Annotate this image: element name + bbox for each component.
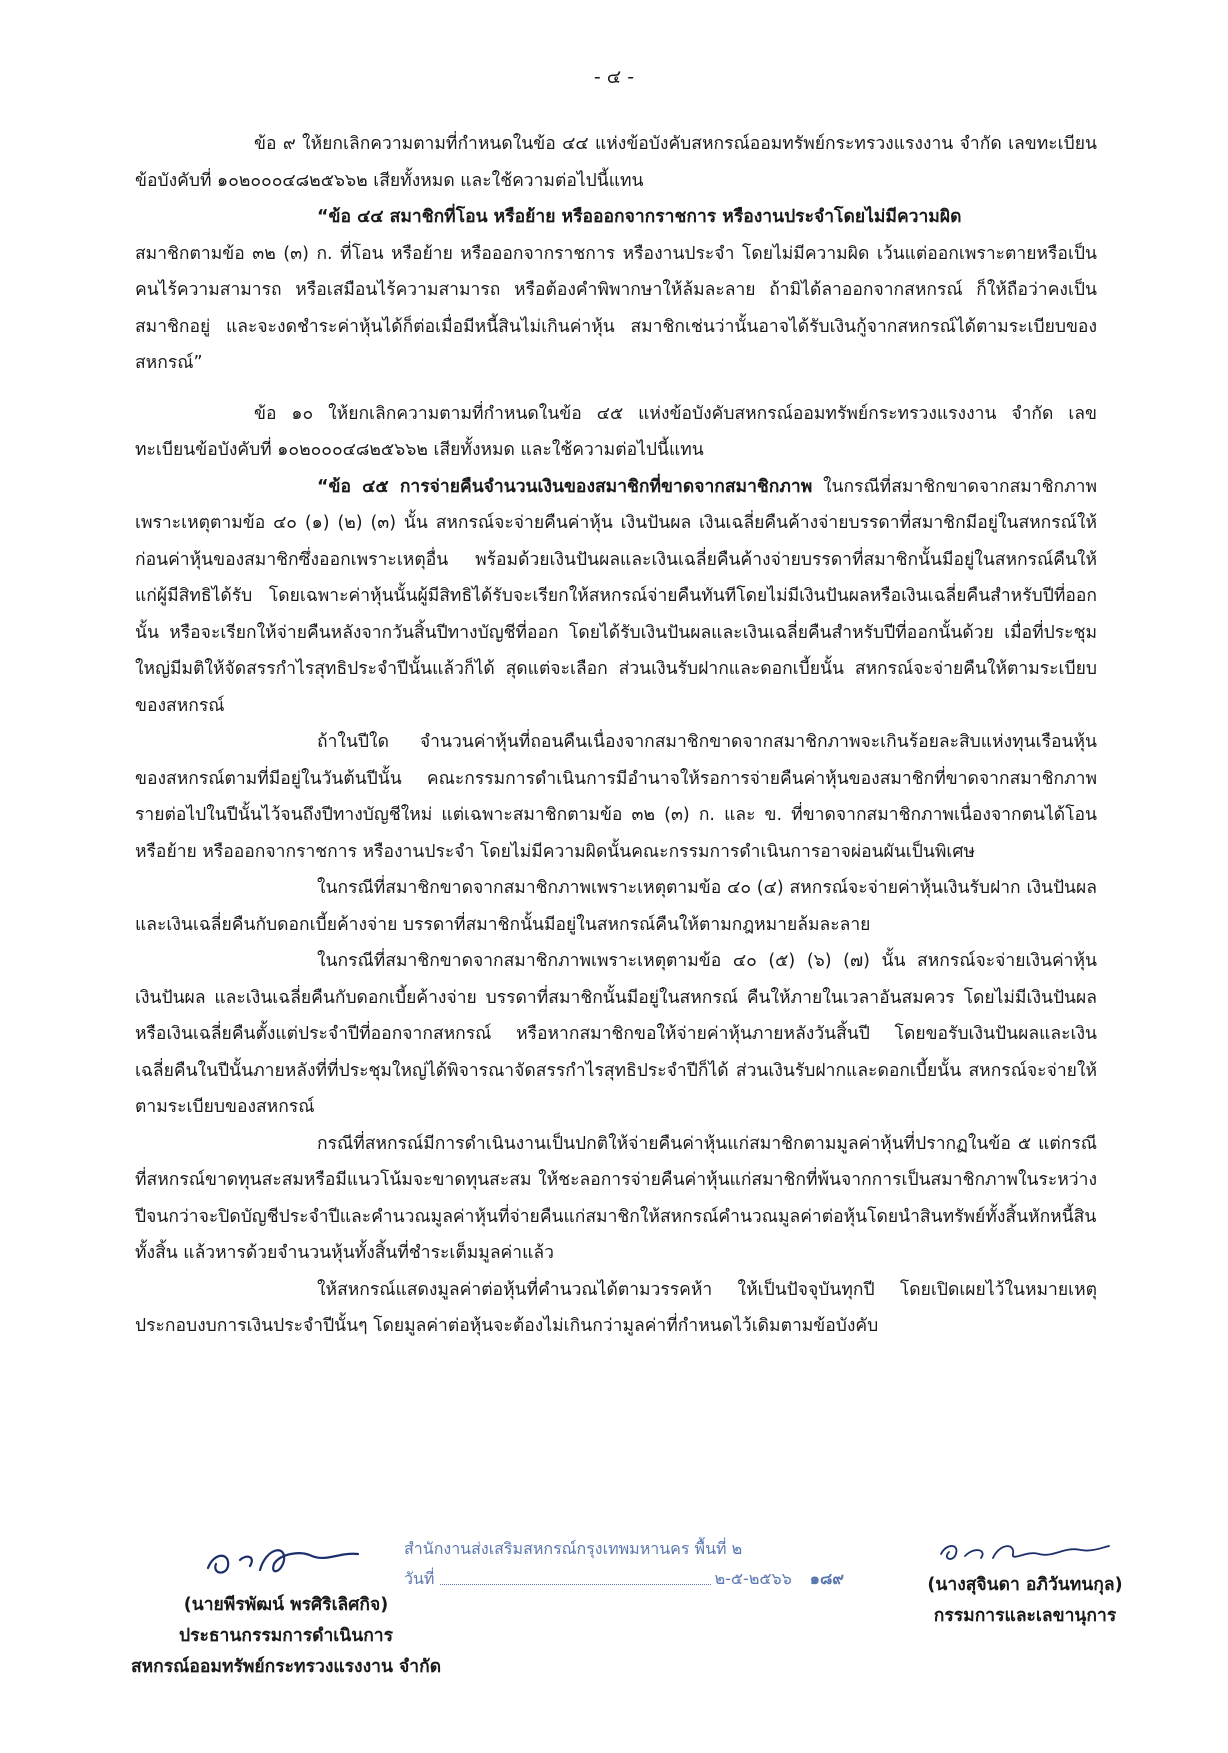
left-signatory <box>128 1590 444 1683</box>
stamp-date-label: วันที่ <box>404 1569 435 1588</box>
clause-45-paragraph-4: ในกรณีที่สมาชิกขาดจากสมาชิกภาพเพราะเหตุตามข้อ ๔๐ (๕) (๖) (๗) นั้น สหกรณ์จะจ่ายเงินค่าหุ้น เงินปันผล และเงินเฉลี่ยคืนกับดอกเบี้ยค้างจ่าย บรรดาที่สมาชิกนั้นมีอยู่ในสหกรณ์ คืนให้ภายในเวลาอันสมควร โดยไม่มีเงินปันผลหรือเงินเฉลี่ยคืนตั้งแต่ประจำปีที่ออกจากสหกรณ์ หรือหากสมาชิกขอให้จ่ายค่าหุ้นภายหลังวันสิ้นปี โดยขอรับเงินปันผลและเงินเฉลี่ยคืนในปีนั้นภายหลังที่ที่ประชุมใหญ่ได้พิจารณาจัดสรรกำไรสุทธิประจำปีก็ได้ ส่วนเงินรับฝากและดอกเบี้ยนั้น สหกรณ์จะจ่ายให้ตามระเบียบของสหกรณ์ <box>135 951 1097 1117</box>
clause-45-paragraph-3: ในกรณีที่สมาชิกขาดจากสมาชิกภาพเพราะเหตุตามข้อ ๔๐ (๔) สหกรณ์จะจ่ายค่าหุ้นเงินรับฝาก เงินปันผลและเงินเฉลี่ยคืนกับดอกเบี้ยค้างจ่าย บรรดาที่สมาชิกนั้นมีอยู่ในสหกรณ์คืนให้ตามกฎหมายล้มละลาย <box>135 878 1097 935</box>
clause-10-paragraph: ข้อ ๑๐ ให้ยกเลิกความตามที่กำหนดในข้อ ๔๕ แห่งข้อบังคับสหกรณ์ออมทรัพย์กระทรวงแรงงาน จำกัด เลขทะเบียนข้อบังคับที่ ๑๐๒๐๐๐๔๘๒๕๖๖๒ เสียทั้งหมด และใช้ความต่อไปนี้แทน <box>135 403 1097 460</box>
left-signatory-title: ประธานกรรมการดำเนินการ <box>178 1626 394 1646</box>
stamp-date: ๒-๕-๒๕๖๖ <box>714 1569 792 1588</box>
stamp-office-name: สำนักงานส่งเสริมสหกรณ์กรุงเทพมหานคร พื้นที่ ๒ <box>404 1539 743 1558</box>
signature-footer <box>0 1530 1228 1740</box>
right-signatory-name: (นางสุจินดา อภิวันทนกุล) <box>927 1575 1123 1595</box>
clause-45-heading: “ข้อ ๔๕ การจ่ายคืนจำนวนเงินของสมาชิกที่ขาดจากสมาชิกภาพ <box>317 476 813 497</box>
clause-45-paragraph-6: ให้สหกรณ์แสดงมูลค่าต่อหุ้นที่คำนวณได้ตามวรรคห้า ให้เป็นปัจจุบันทุกปี โดยเปิดเผยไว้ในหมายเหตุประกอบงบการเงินประจำปีนั้นๆ โดยมูลค่าต่อหุ้นจะต้องไม่เกินกว่ามูลค่าที่กำหนดไว้เดิมตามข้อบังคับ <box>135 1279 1097 1336</box>
clause-44-body: สมาชิกตามข้อ ๓๒ (๓) ก. ที่โอน หรือย้าย หรือออกจากราชการ หรืองานประจำ โดยไม่มีความผิด เว้นแต่ออกเพราะตายหรือเป็นคนไร้ความสามารถ หรือเสมือนไร้ความสามารถ หรือต้องคำพิพากษาให้ล้มละลาย ถ้ามิได้ลาออกจากสหกรณ์ ก็ให้ถือว่าคงเป็นสมาชิกอยู่ และจะงดชำระค่าหุ้นได้ก็ต่อเมื่อมีหนี้สินไม่เกินค่าหุ้น สมาชิกเช่นว่านั้นอาจได้รับเงินกู้จากสหกรณ์ได้ตามระเบียบของสหกรณ์” <box>135 243 1097 373</box>
right-signatory-title: กรรมการและเลขานุการ <box>933 1606 1117 1626</box>
stamp-office-line <box>404 1534 844 1564</box>
office-received-stamp <box>404 1534 844 1594</box>
document-body <box>135 126 1097 1345</box>
right-signatory <box>905 1570 1145 1632</box>
clause-44-heading: “ข้อ ๔๔ สมาชิกที่โอน หรือย้าย หรือออกจากราชการ หรืองานประจำโดยไม่มีความผิด <box>317 207 962 227</box>
clause-45-body: ในกรณีที่สมาชิกขาดจากสมาชิกภาพเพราะเหตุตามข้อ ๔๐ (๑) (๒) (๓) นั้น สหกรณ์จะจ่ายคืนค่าหุ้น เงินปันผล เงินเฉลี่ยคืนค้างจ่ายบรรดาที่สมาชิกมีอยู่ในสหกรณ์ให้ก่อนค่าหุ้นของสมาชิกซึ่งออกเพราะเหตุอื่น พร้อมด้วยเงินปันผลและเงินเฉลี่ยคืนค้างจ่ายบรรดาที่สมาชิกนั้นมีอยู่ในสหกรณ์คืนให้แก่ผู้มีสิทธิได้รับ โดยเฉพาะค่าหุ้นนั้นผู้มีสิทธิได้รับจะเรียกให้สหกรณ์จ่ายคืนทันทีโดยไม่มีเงินปันผลหรือเงินเฉลี่ยคืนสำหรับปีที่ออกนั้น หรือจะเรียกให้จ่ายคืนหลังจากวันสิ้นปีทางบัญชีที่ออก โดยได้รับเงินปันผลและเงินเฉลี่ยคืนสำหรับปีที่ออกนั้นด้วย เมื่อที่ประชุมใหญ่มีมติให้จัดสรรกำไรสุทธิประจำปีนั้นแล้วก็ได้ สุดแต่จะเลือก ส่วนเงินรับฝากและดอกเบี้ยนั้น สหกรณ์จะจ่ายคืนให้ตามระเบียบของสหกรณ์ <box>135 476 1097 716</box>
left-signatory-org: สหกรณ์ออมทรัพย์กระทรวงแรงงาน จำกัด <box>130 1657 442 1677</box>
clause-45-paragraph-2: ถ้าในปีใด จำนวนค่าหุ้นที่ถอนคืนเนื่องจากสมาชิกขาดจากสมาชิกภาพจะเกินร้อยละสิบแห่งทุนเรือนหุ้นของสหกรณ์ตามที่มีอยู่ในวันต้นปีนั้น คณะกรรมการดำเนินการมีอำนาจให้รอการจ่ายคืนค่าหุ้นของสมาชิกที่ขาดจากสมาชิกภาพรายต่อไปในปีนั้นไว้จนถึงปีทางบัญชีใหม่ แต่เฉพาะสมาชิกตามข้อ ๓๒ (๓) ก. และ ข. ที่ขาดจากสมาชิกภาพเนื่องจากตนได้โอน หรือย้าย หรือออกจากราชการ หรืองานประจำ โดยไม่มีความผิดนั้นคณะกรรมการดำเนินการอาจผ่อนผันเป็นพิเศษ <box>135 732 1097 862</box>
clause-45-paragraph-5: กรณีที่สหกรณ์มีการดำเนินงานเป็นปกติให้จ่ายคืนค่าหุ้นแก่สมาชิกตามมูลค่าหุ้นที่ปรากฏในข้อ ๕ แต่กรณีที่สหกรณ์ขาดทุนสะสมหรือมีแนวโน้มจะขาดทุนสะสม ให้ชะลอการจ่ายคืนค่าหุ้นแก่สมาชิกที่พ้นจากการเป็นสมาชิกภาพในระหว่างปีจนกว่าจะปิดบัญชีประจำปีและคำนวณมูลค่าหุ้นที่จ่ายคืนแก่สมาชิกให้สหกรณ์คำนวณมูลค่าต่อหุ้นโดยนำสินทรัพย์ทั้งสิ้นหักหนี้สินทั้งสิ้น แล้วหารด้วยจำนวนหุ้นทั้งสิ้นที่ชำระเต็มมูลค่าแล้ว <box>135 1133 1097 1263</box>
right-signature-mark-icon <box>935 1532 1115 1572</box>
left-signatory-name: (นายพีรพัฒน์ พรศิริเลิศกิจ) <box>183 1595 389 1615</box>
page-number: - ๔ - <box>593 66 635 88</box>
stamp-date-line <box>404 1564 844 1594</box>
stamp-number: ๑๘๙ <box>809 1569 844 1588</box>
clause-45-paragraph <box>135 469 1097 725</box>
clause-9-paragraph: ข้อ ๙ ให้ยกเลิกความตามที่กำหนดในข้อ ๔๔ แห่งข้อบังคับสหกรณ์ออมทรัพย์กระทรวงแรงงาน จำกัด เลขทะเบียนข้อบังคับที่ ๑๐๒๐๐๐๔๘๒๕๖๖๒ เสียทั้งหมด และใช้ความต่อไปนี้แทน <box>135 134 1097 191</box>
left-signature-mark-icon <box>200 1530 370 1590</box>
stamp-dotted-line <box>440 1564 710 1585</box>
